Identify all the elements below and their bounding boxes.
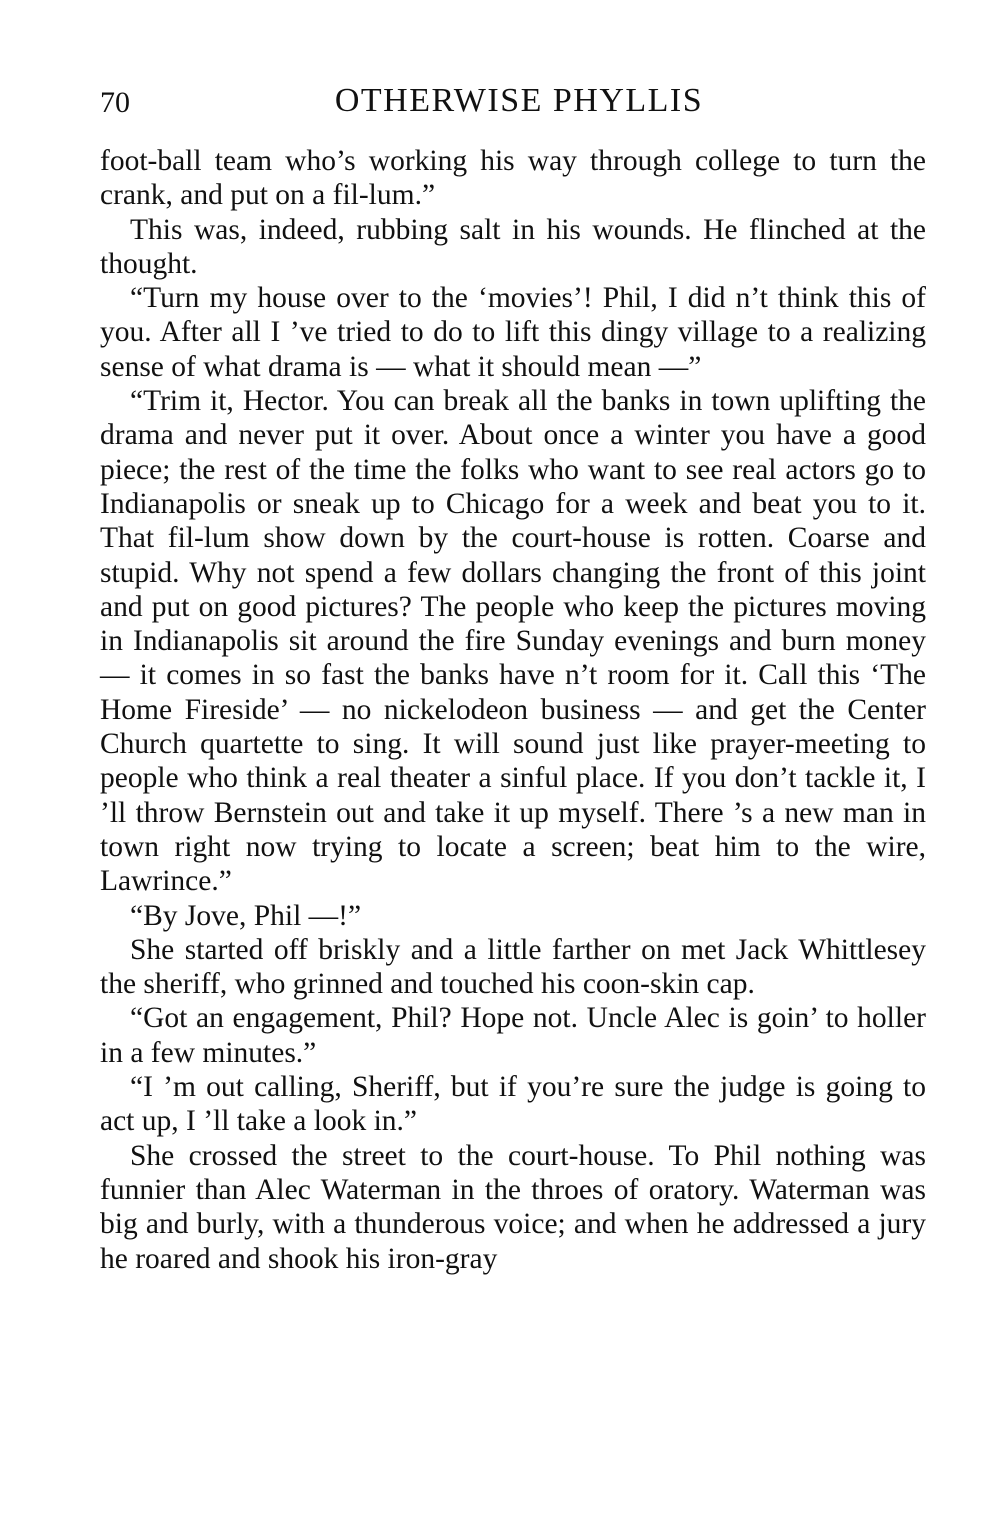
paragraph: “Got an engagement, Phil? Hope not. Uncle Alec is goin’ to holler in a few minutes.” — [100, 1002, 926, 1069]
paragraph: She crossed the street to the court-house. To Phil nothing was funnier than Alec Waterman in the throes of oratory. Waterman was big and burly, with a thunderous voice; and when he addressed a jury he roared and shook his iron-gray — [100, 1139, 926, 1275]
body-text — [100, 144, 926, 1276]
book-page — [100, 82, 926, 1276]
paragraph: “By Jove, Phil —!” — [130, 899, 362, 932]
paragraph-continuation: foot-ball team who’s working his way through college to turn the crank, and put on a fil-lum.” — [100, 145, 926, 212]
paragraph: This was, indeed, rubbing salt in his wounds. He flinched at the thought. — [100, 213, 926, 280]
paragraph: “Turn my house over to the ‘movies’! Phil, I did n’t think this of you. After all I ’ve tried to do to lift this dingy village to a realizing sense of what drama is — what it should mean —” — [100, 282, 926, 383]
paragraph: “Trim it, Hector. You can break all the banks in town uplifting the drama and never put it over. About once a winter you have a good piece; the rest of the time the folks who want to see real actors go to Indianapolis or sneak up to Chicago for a week and beat you to it. That fil-lum show down by the court-house is rotten. Coarse and stupid. Why not spend a few dollars changing the front of this joint and put on good pictures? The people who keep the pictures moving in Indianapolis sit around the fire Sunday evenings and burn money — it comes in so fast the banks have n’t room for it. Call this ‘The Home Fireside’ — no nickelodeon business — and get the Center Church quartette to sing. It will sound just like prayer-meeting to people who think a real theater a sinful place. If you don’t tackle it, I ’ll throw Bernstein out and take it up myself. There ’s a new man in town right now trying to locate a screen; beat him to the wire, Lawrince.” — [100, 385, 926, 898]
running-title: OTHERWISE PHYLLIS — [334, 82, 704, 119]
page-header — [100, 82, 926, 126]
page-number: 70 — [100, 86, 130, 119]
paragraph: “I ’m out calling, Sheriff, but if you’re sure the judge is going to act up, I ’ll take a look in.” — [100, 1071, 926, 1138]
paragraph: She started off briskly and a little farther on met Jack Whittlesey the sheriff, who grinned and touched his coon-skin cap. — [100, 933, 926, 1001]
